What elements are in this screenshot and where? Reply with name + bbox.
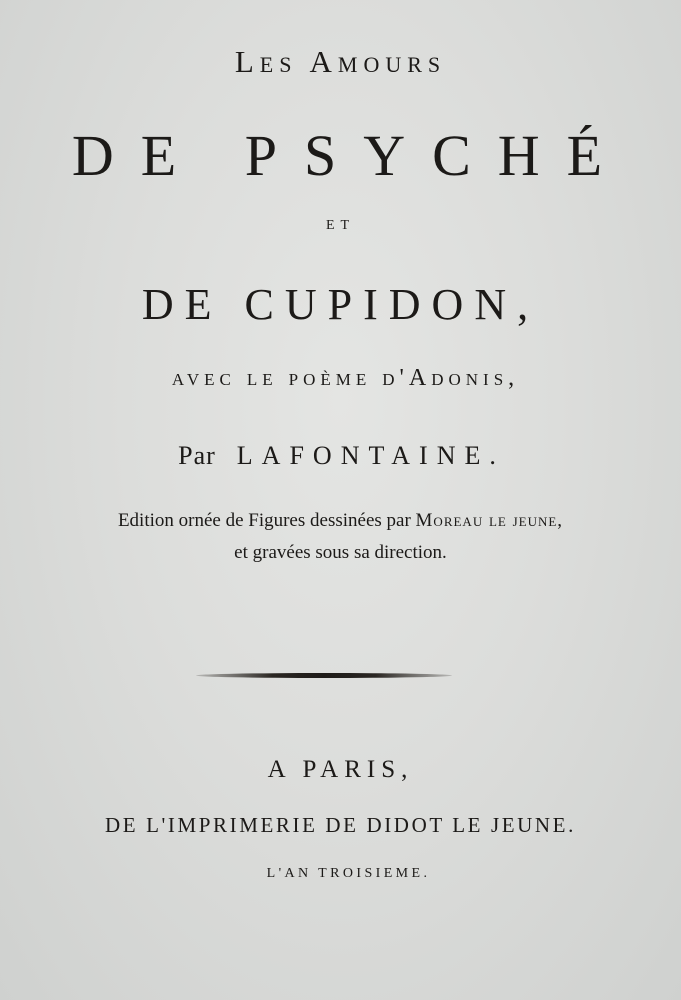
edition-text: Edition ornée de Figures dessinées par bbox=[117, 510, 411, 531]
title-line-et: ET bbox=[325, 218, 356, 233]
engraving-note: et gravées sous sa direction. bbox=[234, 542, 447, 563]
title-line-les-amours: Les Amours bbox=[234, 44, 447, 79]
title-line-de-cupidon: DE CUPIDON, bbox=[141, 280, 540, 329]
subtitle-adonis: avec le poème d'Adonis, bbox=[171, 365, 520, 391]
imprint-printer: DE L'IMPRIMERIE DE DIDOT LE JEUNE. bbox=[105, 813, 576, 837]
title-line-de-psyche: DE PSYCHÉ bbox=[71, 123, 630, 188]
illustrator-name: Moreau le jeune, bbox=[415, 510, 564, 531]
imprint-date: L'AN TROISIEME. bbox=[266, 866, 431, 881]
by-label: Par bbox=[178, 441, 216, 470]
imprint-place: A PARIS, bbox=[267, 756, 414, 783]
edition-line bbox=[0, 510, 681, 532]
ornamental-rule bbox=[196, 673, 452, 678]
author-name: LAFONTAINE. bbox=[236, 441, 505, 470]
author-line bbox=[0, 440, 681, 472]
